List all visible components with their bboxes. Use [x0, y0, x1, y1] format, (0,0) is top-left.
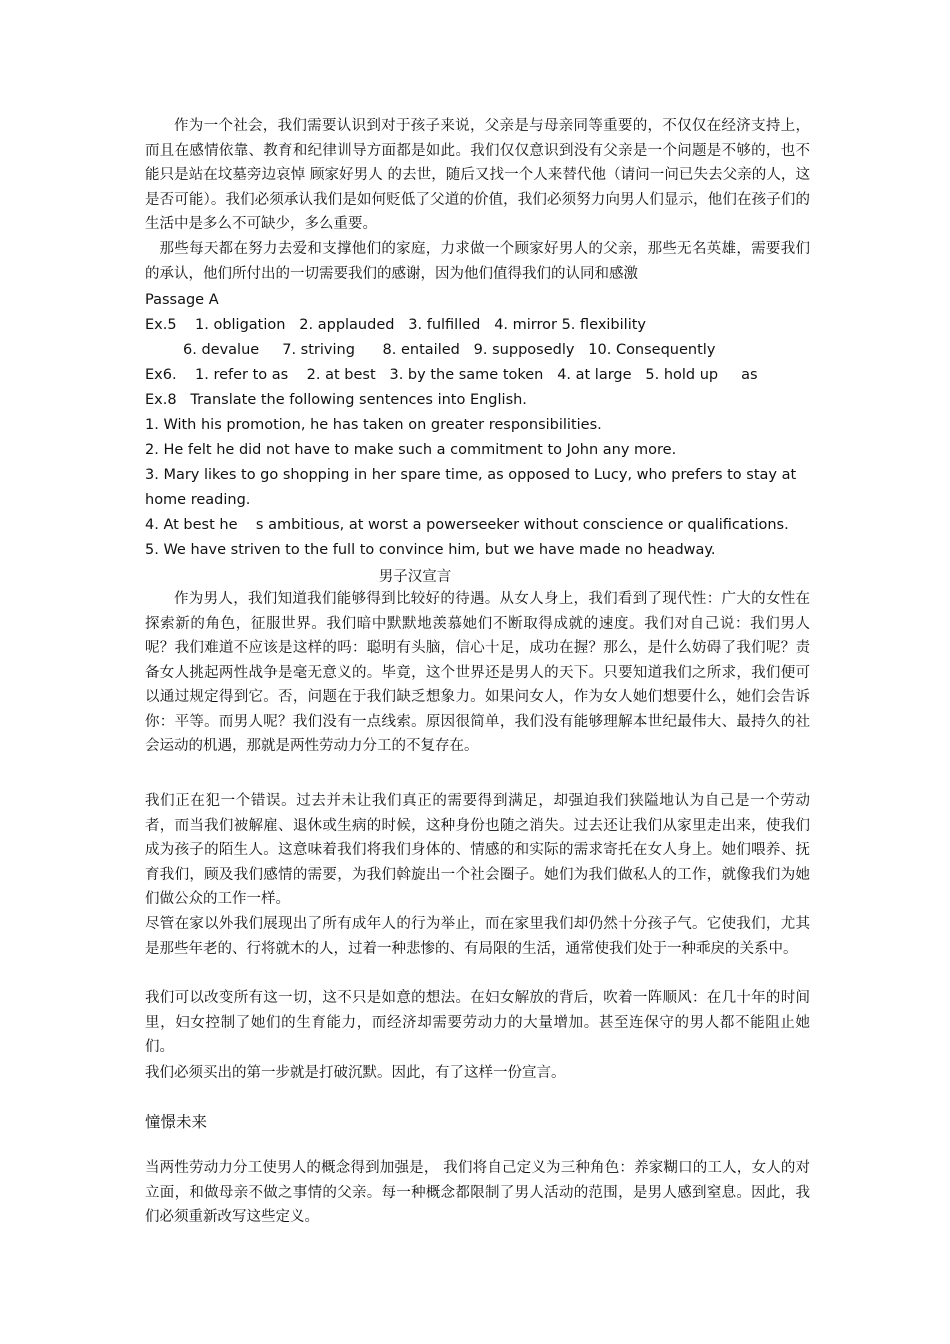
manifesto-title: 男子汉宣言 — [378, 569, 452, 585]
passage-label: Passage A — [145, 292, 219, 308]
ex5-answers-line1: Ex.5 1. obligation 2. applauded 3. fulfilled 4. mirror 5. flexibility — [145, 317, 646, 333]
translation-4: 4. At best he s ambitious, at worst a powerseeker without conscience or qualifications. — [145, 517, 789, 533]
paragraph-fatherhood: 作为一个社会，我们需要认识到对于孩子来说，父亲是与母亲同等重要的，不仅仅在经济支持上，而且在感情依靠、教育和纪律训导方面都是如此。我们仅仅意识到没有父亲是一个问题是不够的，也不能只是站在坟墓旁边哀悼 顾家好男人 的去世，随后又找一个人来替代他（请问一问已失去父亲的人，这是否可能）。我们必须承认我们是如何贬低了父道的价值，我们必须努力向男人们显示，他们在孩子们的生活中是多么不可缺少，多么重要。 — [145, 118, 810, 232]
ex8-title: Ex.8 Translate the following sentences into English. — [145, 392, 527, 408]
translation-2: 2. He felt he did not have to make such a commitment to John any more. — [145, 442, 677, 458]
paragraph-unsung-heroes: 那些每天都在努力去爱和支撑他们的家庭，力求做一个顾家好男人的父亲，那些无名英雄，需要我们的承认，他们所付出的一切需要我们的感谢，因为他们值得我们的认同和感激 — [145, 241, 810, 282]
manifesto-paragraph-1: 作为男人，我们知道我们能够得到比较好的待遇。从女人身上，我们看到了现代性：广大的女性在探索新的角色，征服世界。我们暗中默默地羡慕她们不断取得成就的速度。我们对自己说：我们男人呢？我们难道不应该是这样的吗：聪明有头脑，信心十足，成功在握？那么，是什么妨碍了我们呢？责备女人挑起两性战争是毫无意义的。毕竟，这个世界还是男人的天下。只要知道我们之所求，我们便可以通过规定得到它。否，问题在于我们缺乏想象力。如果问女人，作为女人她们想要什么，她们会告诉你：平等。而男人呢？我们没有一点线索。原因很简单，我们没有能够理解本世纪最伟大、最持久的社会运动的机遇，那就是两性劳动力分工的不复存在。 — [145, 591, 810, 754]
manifesto-paragraph-4: 我们可以改变所有这一切，这不只是如意的想法。在妇女解放的背后，吹着一阵顺风：在几十年的时间里，妇女控制了她们的生育能力，而经济却需要劳动力的大量增加。甚至连保守的男人都不能阻止她们。 — [145, 990, 810, 1055]
translation-1: 1. With his promotion, he has taken on greater responsibilities. — [145, 417, 602, 433]
ex5-answers-line2: 6. devalue 7. striving 8. entailed 9. supposedly 10. Consequently — [183, 342, 716, 358]
manifesto-paragraph-2: 我们正在犯一个错误。过去并未让我们真正的需要得到满足，却强迫我们狭隘地认为自己是一个劳动者，而当我们被解雇、退休或生病的时候，这种身份也随之消失。过去还让我们从家里走出来，使我们成为孩子的陌生人。这意味着我们将我们身体的、情感的和实际的需求寄托在女人身上。她们喂养、抚育我们，顾及我们感情的需要，为我们斡旋出一个社会圈子。她们为我们做私人的工作，就像我们为她们做公众的工作一样。 — [145, 793, 810, 907]
ex6-answers: Ex6. 1. refer to as 2. at best 3. by the same token 4. at large 5. hold up as — [145, 367, 758, 383]
manifesto-paragraph-5: 我们必须买出的第一步就是打破沉默。因此，有了这样一份宣言。 — [145, 1065, 566, 1081]
manifesto-paragraph-3: 尽管在家以外我们展现出了所有成年人的行为举止，而在家里我们却仍然十分孩子气。它使我们，尤其是那些年老的、行将就木的人，过着一种悲惨的、有局限的生活，通常使我们处于一种乖戾的关系中。 — [145, 916, 810, 957]
future-heading: 憧憬未来 — [145, 1113, 208, 1131]
translation-5: 5. We have striven to the full to convince him, but we have made no headway. — [145, 542, 716, 558]
translation-3: 3. Mary likes to go shopping in her spare time, as opposed to Lucy, who prefers to stay at home reading. — [145, 467, 797, 508]
future-paragraph-1: 当两性劳动力分工使男人的概念得到加强是， 我们将自己定义为三种角色：养家糊口的工人，女人的对立面，和做母亲不做之事情的父亲。每一种概念都限制了男人活动的范围，是男人感到窒息。因此，我们必须重新改写这些定义。 — [145, 1160, 810, 1225]
